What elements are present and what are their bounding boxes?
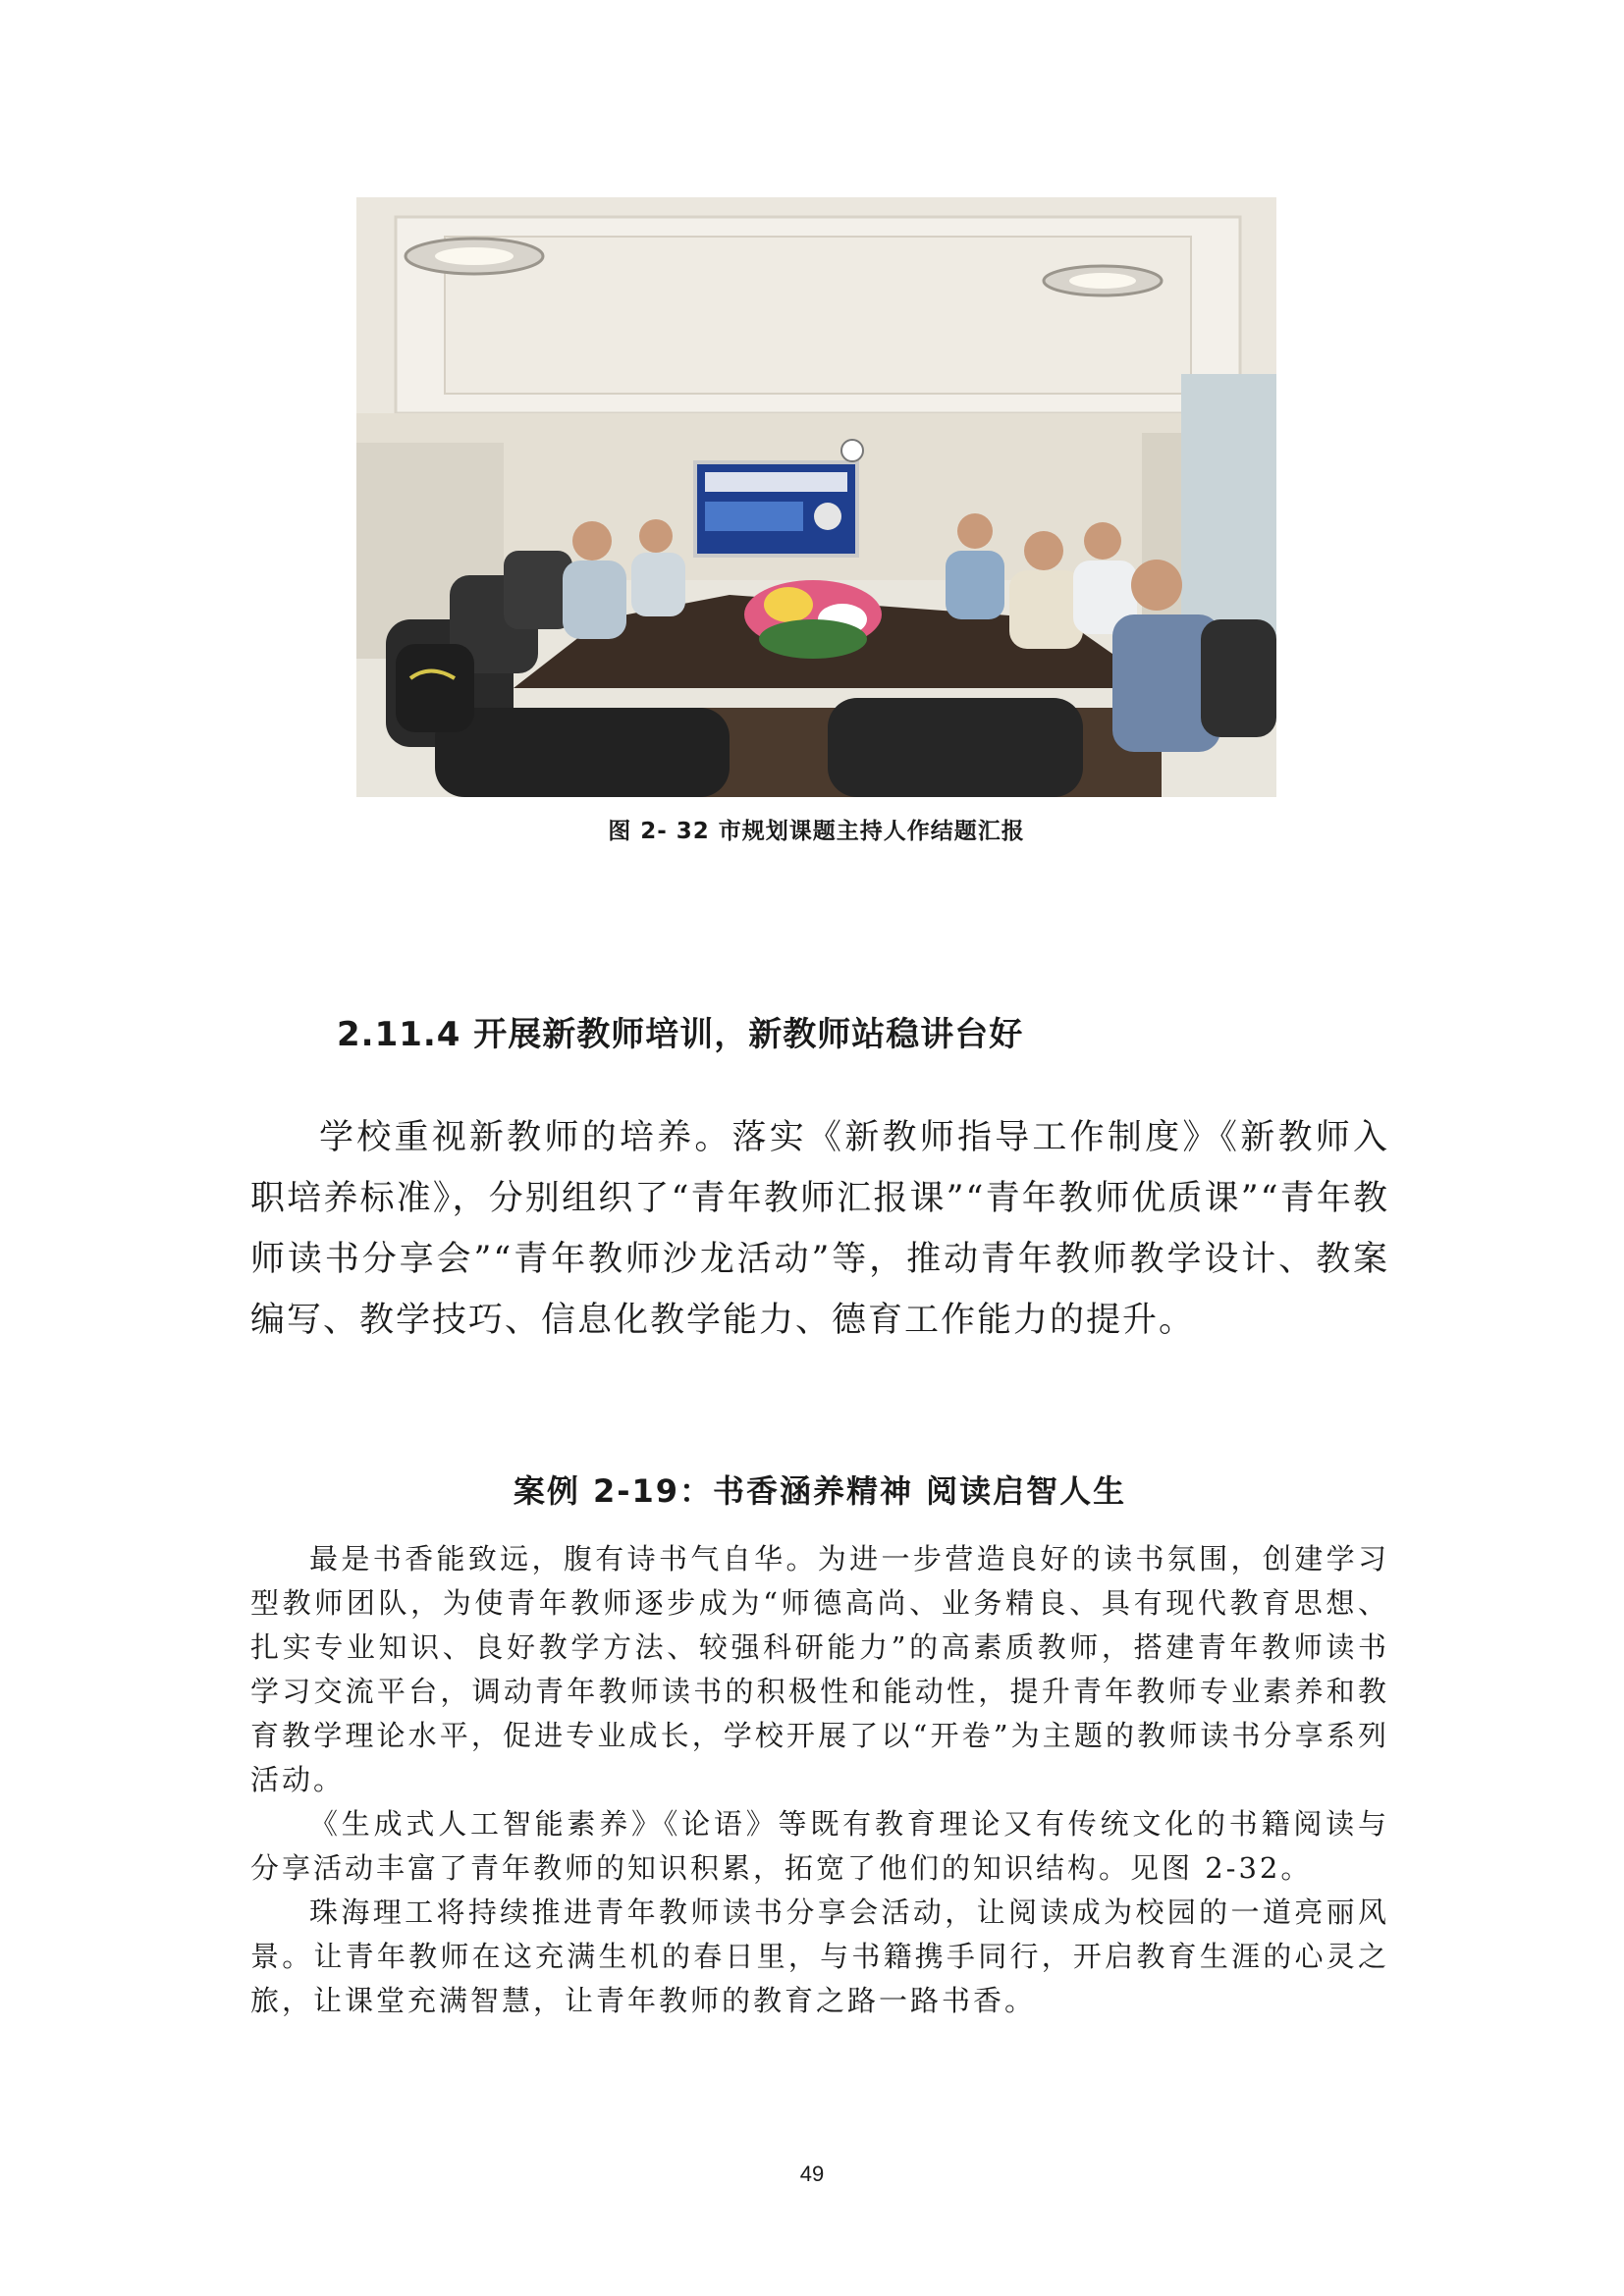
- case-body: [250, 1537, 1389, 2023]
- section-paragraph: 学校重视新教师的培养。落实《新教师指导工作制度》《新教师入职培养标准》，分别组织了“青年教师汇报课”“青年教师优质课”“青年教师读书分享会”“青年教师沙龙活动”等，推动青年教师教学设计、教案编写、教学技巧、信息化教学能力、德育工作能力的提升。: [250, 1118, 1389, 1340]
- figure-caption: 图 2- 32 市规划课题主持人作结题汇报: [608, 819, 1025, 844]
- page-number: 49: [799, 2162, 825, 2186]
- case-paragraph: 珠海理工将持续推进青年教师读书分享会活动，让阅读成为校园的一道亮丽风景。让青年教师在这充满生机的春日里，与书籍携手同行，开启教育生涯的心灵之旅，让课堂充满智慧，让青年教师的教育之路一路书香。: [250, 1896, 1389, 2017]
- section-heading: 2.11.4 开展新教师培训，新教师站稳讲台好: [337, 1015, 1024, 1054]
- case-paragraph: 最是书香能致远，腹有诗书气自华。为进一步营造良好的读书氛围，创建学习型教师团队，为使青年教师逐步成为“师德高尚、业务精良、具有现代教育思想、扎实专业知识、良好教学方法、较强科研能力”的高素质教师，搭建青年教师读书学习交流平台，调动青年教师读书的积极性和能动性，提升青年教师专业素养和教育教学理论水平，促进专业成长，学校开展了以“开卷”为主题的教师读书分享系列活动。: [250, 1542, 1389, 1796]
- case-title: 案例 2-19：书香涵养精神 阅读启智人生: [513, 1472, 1127, 1510]
- meeting-photo: [356, 197, 1276, 797]
- meeting-room-photo-illustration: [356, 197, 1276, 797]
- case-paragraph: 《生成式人工智能素养》《论语》等既有教育理论又有传统文化的书籍阅读与分享活动丰富了青年教师的知识积累，拓宽了他们的知识结构。见图 2-32。: [250, 1807, 1389, 1885]
